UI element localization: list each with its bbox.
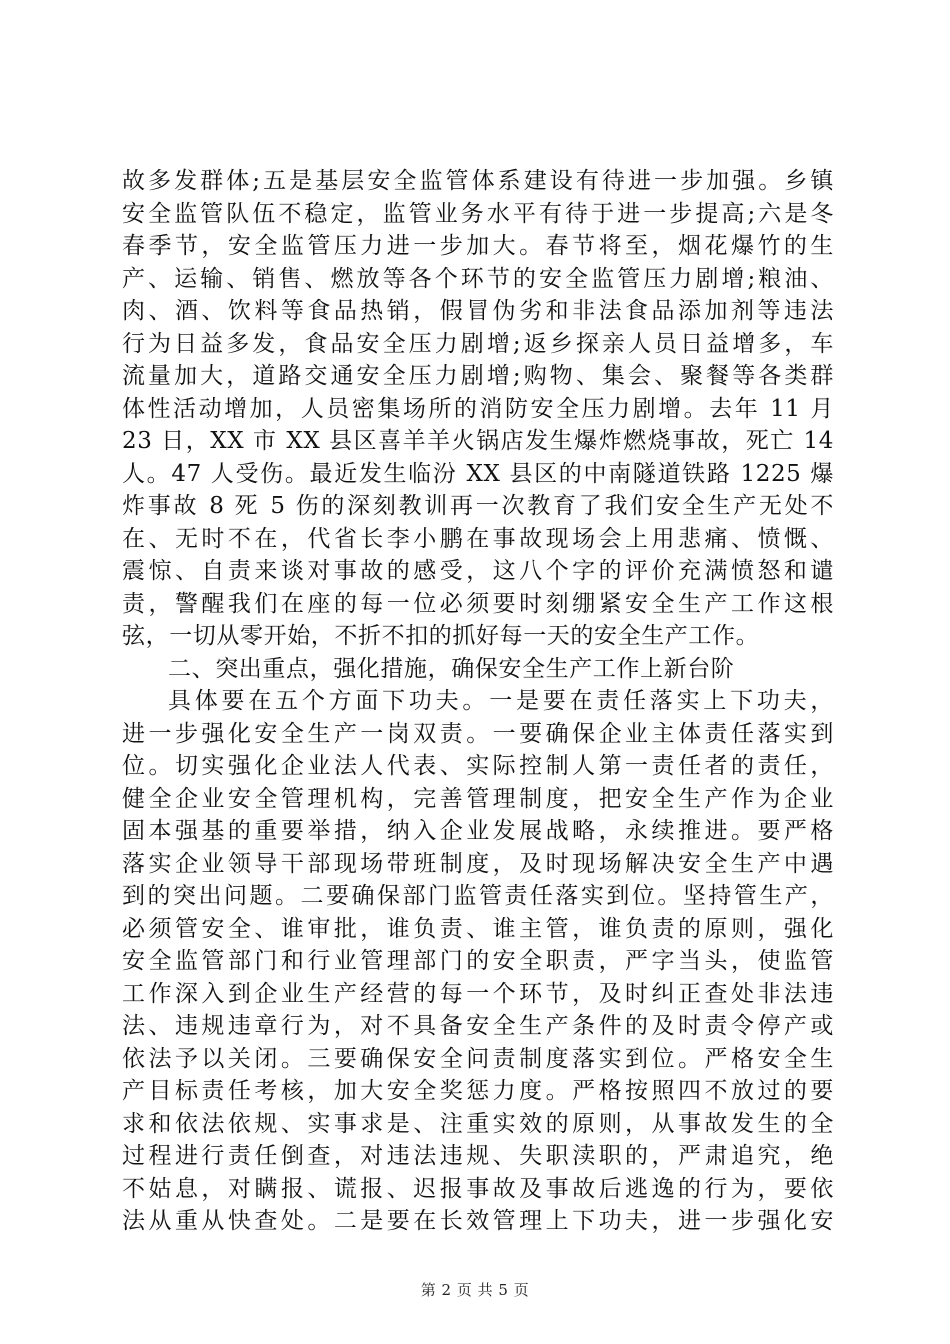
text-line-26: 工作深入到企业生产经营的每一个环节，及时纠正查处非法违	[122, 980, 834, 1007]
text-line-5: 肉、酒、饮料等食品热销，假冒伪劣和非法食品添加剂等违法	[122, 298, 834, 324]
text-line-22: 落实企业领导干部现场带班制度，及时现场解决安全生产中遇	[122, 850, 834, 877]
document-body	[122, 165, 834, 1238]
text-line-2: 安全监管队伍不稳定，监管业务水平有待于进一步提高;六是冬	[122, 200, 834, 227]
text-line-17: 具体要在五个方面下功夫。一是要在责任落实上下功夫，	[168, 688, 834, 714]
text-line-6: 行为日益多发，食品安全压力剧增;返乡探亲人员日益增多，车	[122, 330, 834, 357]
text-line-1: 故多发群体;五是基层安全监管体系建设有待进一步加强。乡镇	[122, 168, 834, 194]
text-line-8: 体性活动增加，人员密集场所的消防安全压力剧增。去年 11 月	[122, 395, 834, 422]
text-line-28: 依法予以关闭。三要确保安全问责制度落实到位。严格安全生	[122, 1045, 834, 1072]
text-line-31: 过程进行责任倒查，对违法违规、失职渎职的，严肃追究，绝	[122, 1143, 834, 1169]
text-line-11: 炸事故 8 死 5 伤的深刻教训再一次教育了我们安全生产无处不	[122, 493, 834, 519]
text-line-10: 人。47 人受伤。最近发生临汾 XX 县区的中南隧道铁路 1225 爆	[122, 460, 834, 487]
text-line-3: 春季节，安全监管压力进一步加大。春节将至，烟花爆竹的生	[122, 233, 834, 259]
text-line-15: 弦，一切从零开始，不折不扣的抓好每一天的安全生产工作。	[122, 623, 760, 649]
page-number-footer: 第 2 页 共 5 页	[420, 1281, 530, 1299]
text-line-24: 必须管安全、谁审批，谁负责、谁主管，谁负责的原则，强化	[122, 915, 834, 942]
text-line-7: 流量加大，道路交通安全压力剧增;购物、集会、聚餐等各类群	[122, 363, 834, 389]
text-line-4: 产、运输、销售、燃放等各个环节的安全监管压力剧增;粮油、	[122, 265, 834, 292]
text-line-33: 法从重从快查处。二是要在长效管理上下功夫，进一步强化安	[122, 1208, 834, 1234]
text-line-32: 不姑息，对瞒报、谎报、迟报事故及事故后逃逸的行为，要依	[122, 1175, 834, 1202]
text-line-13: 震惊、自责来谈对事故的感受，这八个字的评价充满愤怒和谴	[122, 558, 834, 584]
text-line-25: 安全监管部门和行业管理部门的安全职责，严字当头，使监管	[122, 948, 834, 974]
section-heading: 二、突出重点，强化措施，确保安全生产工作上新台阶	[168, 655, 735, 682]
text-line-29: 产目标责任考核，加大安全奖惩力度。严格按照四不放过的要	[122, 1078, 834, 1104]
text-line-21: 固本强基的重要举措，纳入企业发展战略，永续推进。要严格	[122, 818, 834, 844]
text-line-19: 位。切实强化企业法人代表、实际控制人第一责任者的责任，	[122, 753, 834, 779]
text-line-20: 健全企业安全管理机构，完善管理制度，把安全生产作为企业	[122, 785, 834, 812]
text-line-27: 法、违规违章行为，对不具备安全生产条件的及时责令停产或	[122, 1013, 834, 1039]
text-line-12: 在、无时不在，代省长李小鹏在事故现场会上用悲痛、愤慨、	[122, 525, 834, 552]
text-line-23: 到的突出问题。二要确保部门监管责任落实到位。坚持管生产，	[122, 883, 834, 909]
text-line-14: 责，警醒我们在座的每一位必须要时刻绷紧安全生产工作这根	[122, 590, 834, 617]
text-line-9: 23 日，XX 市 XX 县区喜羊羊火锅店发生爆炸燃烧事故，死亡 14	[122, 428, 834, 454]
text-line-18: 进一步强化安全生产一岗双责。一要确保企业主体责任落实到	[122, 720, 834, 747]
text-line-30: 求和依法依规、实事求是、注重实效的原则，从事故发生的全	[122, 1110, 834, 1137]
